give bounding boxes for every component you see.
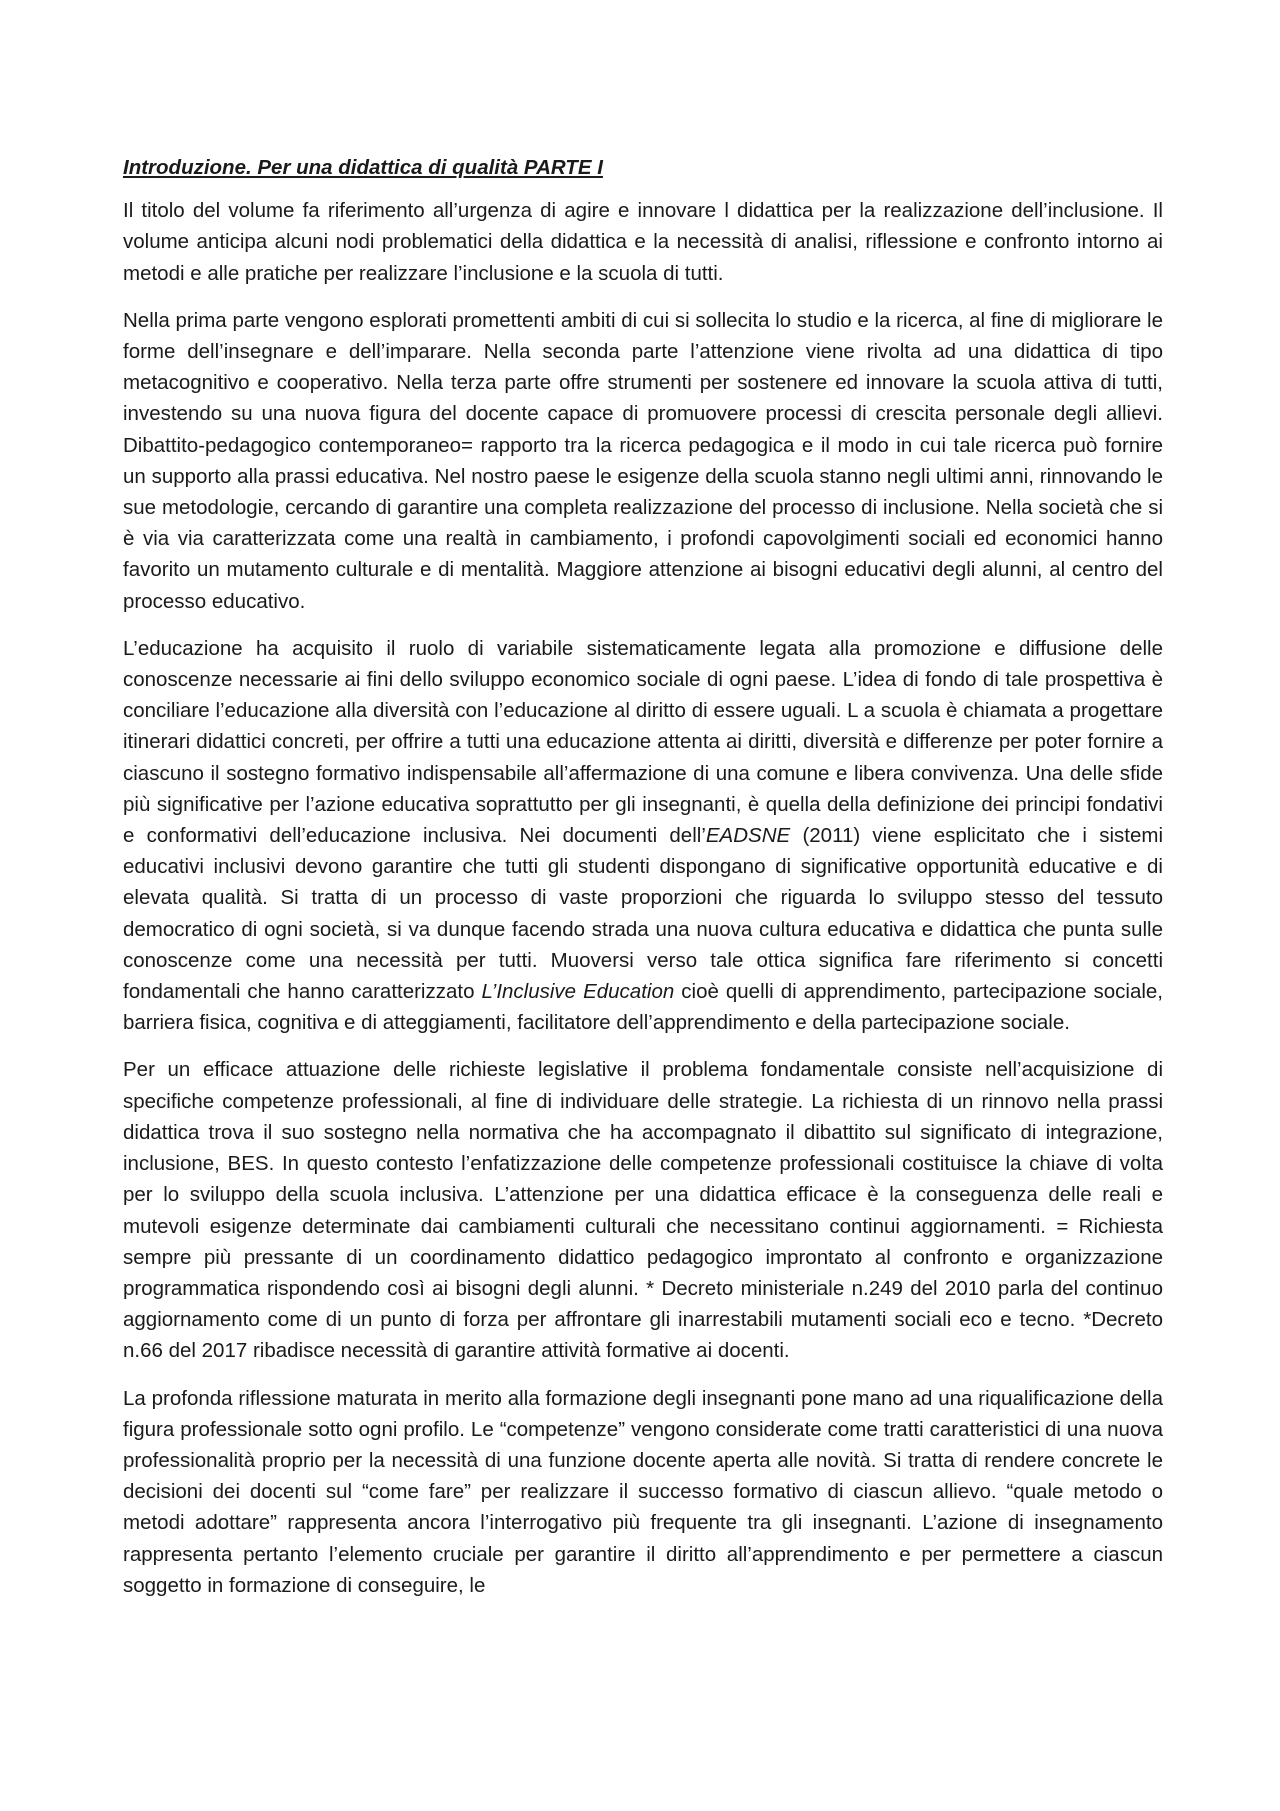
paragraph-2: Nella prima parte vengono esplorati promettenti ambiti di cui si sollecita lo studio e la ricerca, al fine di migliorare le forme dell’insegnare e dell’imparare. Nella seconda parte l’attenzione viene rivolta ad una didattica di tipo metacognitivo e cooperativo. Nella terza parte offre strumenti per sostenere ed innovare la scuola attiva di tutti, investendo su una nuova figura del docente capace di promuovere processi di crescita personale degli allievi. Dibattito-pedagogico contemporaneo= rapporto tra la ricerca pedagogica e il modo in cui tale ricerca può fornire un supporto alla prassi educativa. Nel nostro paese le esigenze della scuola stanno negli ultimi anni, rinnovando le sue metodologie, cercando di garantire una completa realizzazione del processo di inclusione. Nella società che si è via via caratterizzata come una realtà in cambiamento, i profondi capovolgimenti sociali ed economici hanno favorito un mutamento culturale e di mentalità. Maggiore attenzione ai bisogni educativi degli alunni, al centro del processo educativo. [123, 308, 1163, 613]
paragraph-1: Il titolo del volume fa riferimento all’urgenza di agire e innovare l didattica per la realizzazione dell’inclusione. Il volume anticipa alcuni nodi problematici della didattica e la necessità di analisi, riflessione e confronto intorno ai metodi e alle pratiche per realizzare l’inclusione e la scuola di tutti. [123, 199, 1163, 285]
eadsne-emphasis: EADSNE [705, 824, 791, 848]
paragraph-3-part-c: cioè quelli di apprendimento, partecipazione sociale, barriera fisica, cognitiva e di atteggiamenti, facilitatore dell’apprendimento e della partecipazione sociale. [123, 980, 1163, 1035]
paragraph-3-part-a: L’educazione ha acquisito il ruolo di variabile sistematicamente legata alla promozione e diffusione delle conoscenze necessarie ai fini dello sviluppo economico sociale di ogni paese. L’idea di fondo di tale prospettiva è conciliare l’educazione alla diversità con l’educazione al diritto di essere uguali. L a scuola è chiamata a progettare itinerari didattici concreti, per offrire a tutti una educazione attenta ai diritti, diversità e differenze per poter fornire a ciascuno il sostegno formativo indispensabile all’affermazione di una comune e libera convivenza. Una delle sfide più significative per l’azione educativa soprattutto per gli insegnanti, è quella della definizione dei principi fondativi e conformativi dell’educazione inclusiva. Nei documenti dell’ [123, 636, 1163, 848]
paragraph-5: La profonda riflessione maturata in merito alla formazione degli insegnanti pone mano ad una riqualificazione della figura professionale sotto ogni profilo. Le “competenze” vengono considerate come tratti caratteristici di una nuova professionalità proprio per la necessità di una funzione docente aperta alle novità. Si tratta di rendere concrete le decisioni dei docenti sul “come fare” per realizzare il successo formativo di ciascun allievo. “quale metodo o metodi adottare” rappresenta ancora l’interrogativo più frequente tra gli insegnanti. L’azione di insegnamento rappresenta pertanto l’elemento cruciale per garantire il diritto all’apprendimento e per permettere a ciascun soggetto in formazione di conseguire, le [123, 1386, 1163, 1597]
paragraph-3-part-b: (2011) viene esplicitato che i sistemi educativi inclusivi devono garantire che tutti gli studenti dispongano di significative opportunità educative e di elevata qualità. Si tratta di un processo di vaste proporzioni che riguarda lo sviluppo stesso del tessuto democratico di ogni società, si va dunque facendo strada una nuova cultura educativa e didattica che punta sulle conoscenze come una necessità per tutti. Muoversi verso tale ottica significa fare riferimento si concetti fondamentali che hanno caratterizzato [123, 824, 1163, 1004]
document-body [123, 152, 1163, 1617]
paragraph-4: Per un efficace attuazione delle richieste legislative il problema fondamentale consiste nell’acquisizione di specifiche competenze professionali, al fine di individuare delle strategie. La richiesta di un rinnovo nella prassi didattica trova il suo sostegno nella normativa che ha accompagnato il dibattito sul significato di integrazione, inclusione, BES. In questo contesto l’enfatizzazione delle competenze professionali costituisce la chiave di volta per lo sviluppo della scuola inclusiva. L’attenzione per una didattica efficace è la conseguenza delle reali e mutevoli esigenze determinate dai cambiamenti culturali che necessitano continui aggiornamenti. = Richiesta sempre più pressante di un coordinamento didattico pedagogico improntato al confronto e organizzazione programmatica rispondendo così ai bisogni degli alunni. * Decreto ministeriale n.249 del 2010 parla del continuo aggiornamento come di un punto di forza per affrontare gli inarrestabili mutamenti sociali eco e tecno. *Decreto n.66 del 2017 ribadisce necessità di garantire attività formative ai docenti. [123, 1058, 1163, 1363]
paragraph-3 [123, 633, 1163, 1039]
document-title: Introduzione. Per una didattica di qualità PARTE I [123, 156, 603, 179]
inclusive-education-emphasis: L’Inclusive Education [481, 980, 675, 1004]
